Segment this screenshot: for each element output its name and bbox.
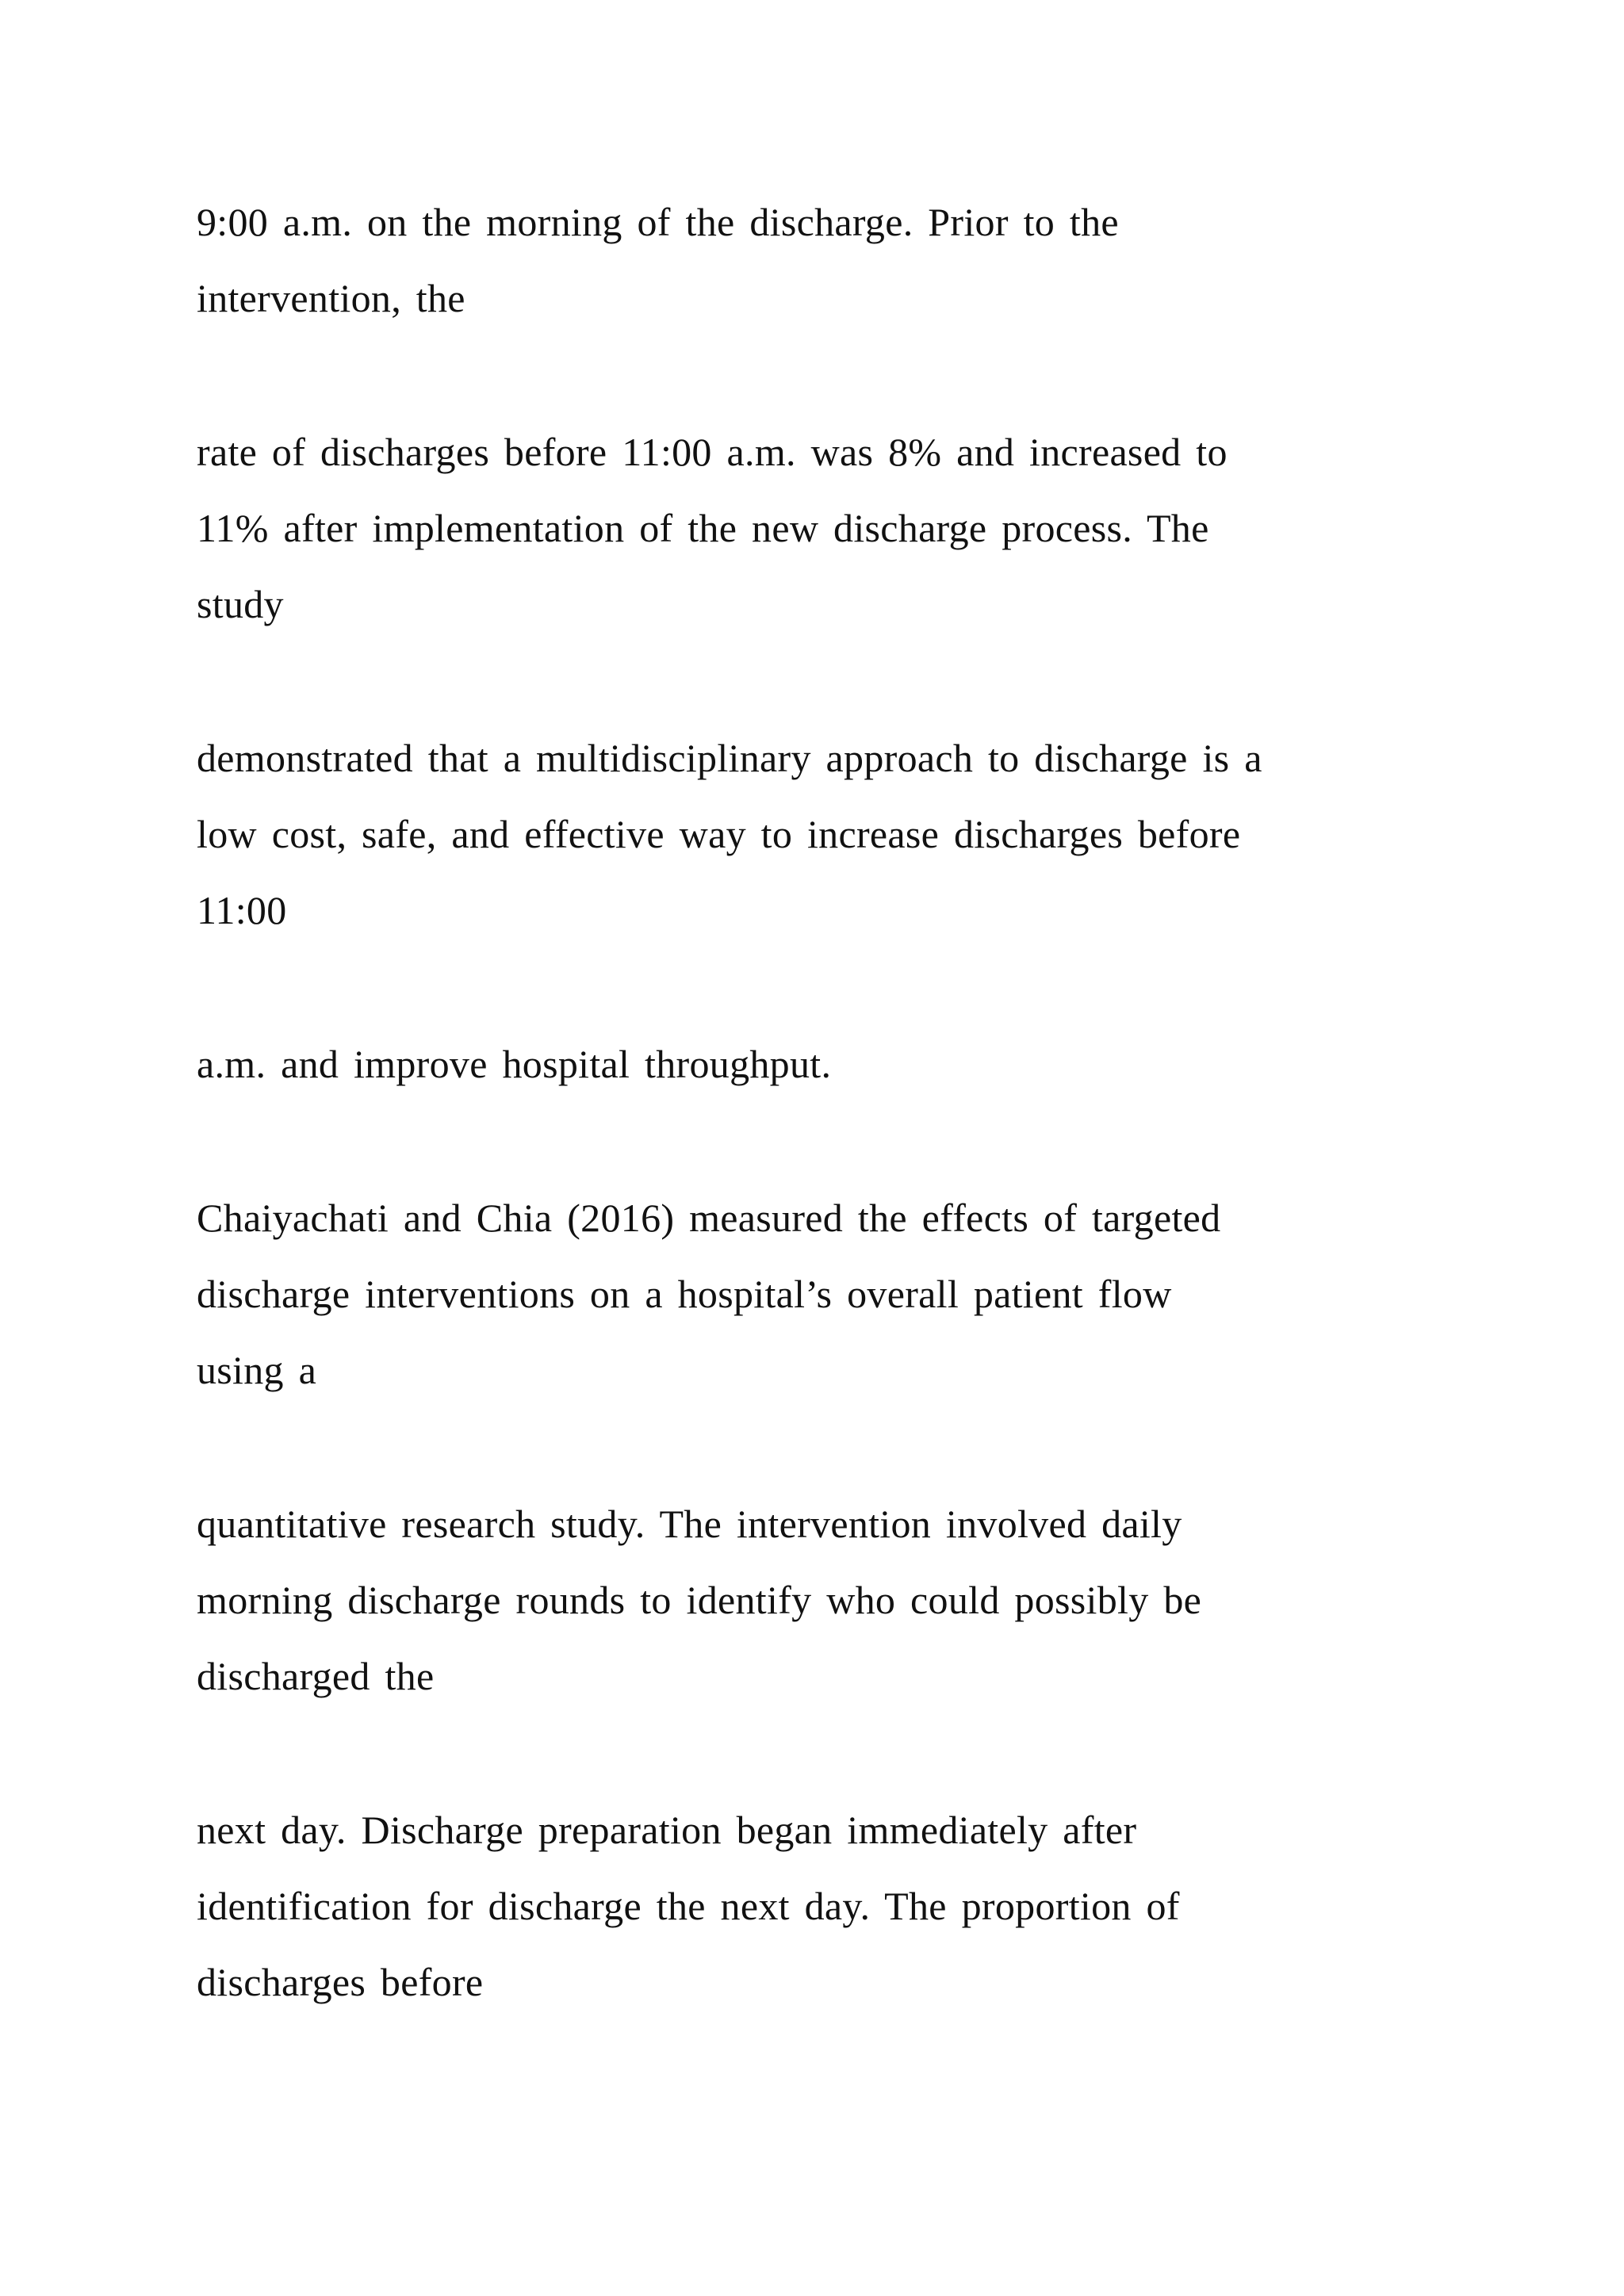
text-line: 11% after implementation of the new discharge process. The bbox=[197, 506, 1209, 550]
text-line: next day. Discharge preparation began immediately after bbox=[197, 1808, 1137, 1852]
text-line: using a bbox=[197, 1348, 317, 1392]
text-line: Chaiyachati and Chia (2016) measured the effects of targeted bbox=[197, 1196, 1221, 1240]
text-line: 9:00 a.m. on the morning of the discharge. Prior to the bbox=[197, 200, 1119, 244]
text-line: discharge interventions on a hospital’s overall patient flow bbox=[197, 1272, 1172, 1316]
text-line: discharged the bbox=[197, 1654, 435, 1698]
text-line: rate of discharges before 11:00 a.m. was 8% and increased to bbox=[197, 430, 1228, 474]
text-line: morning discharge rounds to identify who could possibly be bbox=[197, 1578, 1202, 1622]
text-line: a.m. and improve hospital throughput. bbox=[197, 1042, 832, 1086]
text-line: study bbox=[197, 582, 284, 626]
text-line: identification for discharge the next day. The proportion of bbox=[197, 1884, 1180, 1928]
text-line: low cost, safe, and effective way to increase discharges before bbox=[197, 812, 1241, 856]
text-line: discharges before bbox=[197, 1960, 484, 2004]
text-line: quantitative research study. The intervention involved daily bbox=[197, 1502, 1182, 1546]
text-line: 11:00 bbox=[197, 888, 287, 932]
text-line: intervention, the bbox=[197, 276, 465, 320]
text-line: demonstrated that a multidisciplinary approach to discharge is a bbox=[197, 736, 1262, 780]
